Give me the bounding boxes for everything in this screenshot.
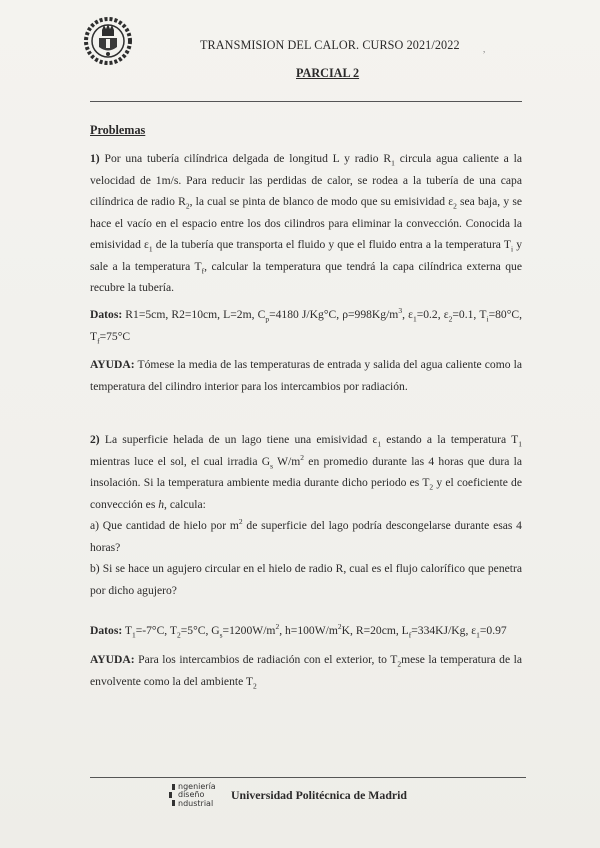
text-run: =80°C, T [90, 308, 522, 343]
subscript: i [486, 314, 489, 324]
subscript: s [219, 630, 223, 640]
text-run: =75°C [99, 329, 131, 343]
problem-1-number: 1) [90, 152, 100, 165]
problem-2-number: 2) [90, 433, 100, 446]
subscript: 1 [476, 630, 480, 640]
text-run: Para los intercambios de radiación con el exterior, to T [134, 653, 398, 666]
italic-symbol: h [158, 497, 165, 511]
text-run: Tómese la media de las temperaturas de entrada y salida del agua caliente como la temperatura del cilindro interior para los intercambios por radiación. [90, 358, 522, 393]
hint-label: AYUDA: [90, 358, 135, 371]
text-run: de superficie del lago podría descongelarse durante esas 4 horas? [90, 519, 522, 554]
subscript: 2 [453, 201, 457, 211]
subscript: f [97, 335, 100, 345]
school-logo-text [178, 783, 216, 808]
text-run: y sale a la temperatura T [90, 238, 522, 273]
subscript: f [201, 265, 205, 275]
question-a [90, 519, 522, 554]
text-run: =0.2, ε [416, 308, 449, 321]
subscript: 1 [391, 158, 395, 168]
subscript: i [510, 244, 514, 254]
text-run: , la cual se pinta de blanco de modo que su emisividad ε [189, 195, 454, 208]
subscript: s [270, 460, 274, 470]
problem-2-hint [90, 649, 522, 692]
problem-1-statement [90, 148, 522, 299]
text-run: La superficie helada de un lago tiene una emisividad ε [99, 433, 378, 446]
university-name: Universidad Politécnica de Madrid [231, 788, 407, 802]
text-run: =1200W/m [222, 624, 276, 637]
header-subtitle: PARCIAL 2 [296, 66, 360, 80]
header-title: TRANSMISION DEL CALOR. CURSO 2021/2022 [200, 38, 460, 52]
question-b: b) Si se hace un agujero circular en el hielo de radio R, cual es el flujo calorífico que penetra por dicho agujero? [90, 562, 522, 597]
superscript: 2 [337, 622, 342, 632]
text-run: , calcula: [164, 497, 206, 511]
hint-label: AYUDA: [90, 653, 135, 666]
subscript: 2 [253, 680, 257, 690]
text-run: =334KJ/Kg, ε [411, 624, 477, 637]
text-run: a) Que cantidad de hielo por m [90, 519, 239, 532]
problem-1-hint [90, 354, 522, 397]
text-run: =-7°C, T [135, 624, 177, 637]
logo-line: ngeniería [178, 782, 216, 791]
logo-line: ndustrial [178, 798, 214, 808]
text-run: R1=5cm, R2=10cm, L=2m, C [122, 308, 266, 321]
logo-line: diseño [178, 790, 205, 800]
text-run: =4180 J/Kg°C, ρ=998Kg/m [269, 308, 399, 321]
header-divider [90, 101, 522, 102]
school-logo [168, 782, 226, 808]
superscript: 2 [300, 452, 305, 462]
text-run: , ε [402, 308, 413, 321]
subscript: 2 [448, 314, 453, 324]
text-run: K, R=20cm, L [341, 624, 409, 637]
text-run: mese la temperatura de la envolvente como la del ambiente T [90, 653, 522, 688]
data-label: Datos: [90, 624, 123, 637]
subscript: 2 [429, 482, 434, 492]
subscript: f [408, 630, 412, 640]
text-run: mientras luce el sol, el cual irradia G [90, 454, 271, 468]
data-label: Datos: [90, 308, 123, 321]
subscript: 1 [148, 244, 153, 254]
text-run: =5°C, G [180, 624, 220, 637]
text-run: =0.97 [479, 624, 507, 637]
text-run: W/m [273, 454, 301, 468]
text-run: Por una tubería cilíndrica delgada de longitud L y radio R [99, 152, 392, 165]
superscript: 2 [238, 517, 243, 527]
subscript: 1 [412, 314, 417, 324]
superscript: 3 [398, 306, 403, 316]
problem-2-statement [90, 429, 522, 601]
text-run: T [122, 624, 132, 637]
problem-1-data [90, 304, 522, 347]
pen-mark-icon: , [483, 44, 486, 54]
text-run: en promedio durante las 4 horas que dura la insolación. Si la temperatura ambiente media durante dicho periodo es T [90, 454, 522, 489]
subscript: 2 [176, 630, 181, 640]
text-run: estando a la temperatura T [381, 433, 519, 446]
university-crest-logo [82, 14, 134, 66]
text-run: de la tubería que transporta el fluido y que el fluido entra a la temperatura T [152, 238, 511, 251]
text-run: sea baja, y se hace el vacío en el espacio entre los dos cilindros para eliminar la convección. Conocida la emisividad ε [90, 195, 522, 251]
footer-divider [90, 777, 526, 778]
section-title: Problemas [90, 123, 146, 137]
subscript: 1 [518, 439, 523, 449]
subscript: 1 [131, 630, 136, 640]
problem-2-data [90, 620, 522, 642]
text-run: circula agua caliente a la velocidad de 1m/s. Para reducir las perdidas de calor, se rodea a la tubería de una capa cilíndrica de radio R [90, 152, 522, 208]
subscript: p [265, 314, 270, 324]
subscript: 1 [377, 439, 382, 449]
text-run: , h=100W/m [279, 624, 338, 637]
text-run: =0.1, T [452, 308, 487, 321]
text-run: , calcular la temperatura que tendrá la capa cilíndrica externa que recubre la tubería. [90, 259, 522, 294]
subscript: 2 [185, 201, 190, 211]
school-logo-mark-icon [168, 784, 178, 806]
subscript: 2 [397, 659, 402, 669]
superscript: 2 [275, 622, 280, 632]
text-run: y el coeficiente de convección es [90, 476, 522, 511]
